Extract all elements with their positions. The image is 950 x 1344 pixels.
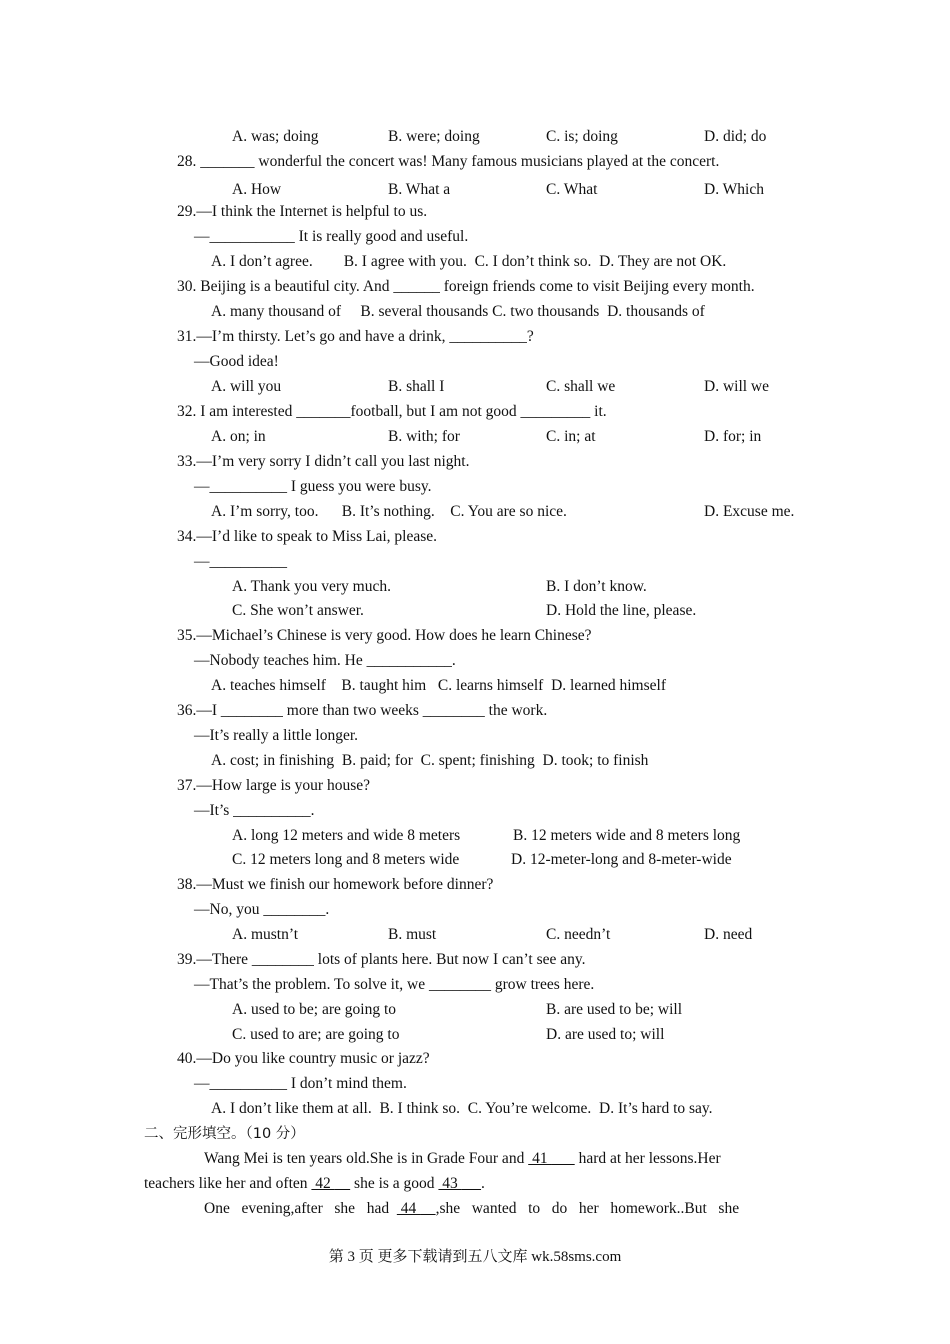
q30-stem: 30. Beijing is a beautiful city. And ______ foreign friends come to visit Beijing every month. — [177, 278, 755, 295]
q37-stem: 37.—How large is your house? — [177, 777, 371, 794]
q27-option-d: D. did; do — [704, 128, 767, 145]
passage-text: teachers like her and often — [144, 1175, 312, 1192]
passage-line-3 — [204, 1199, 739, 1219]
q32-option-d: D. for; in — [704, 428, 762, 445]
passage-line-2 — [144, 1174, 485, 1194]
q39-option-c: C. used to are; are going to — [232, 1026, 400, 1043]
passage-text: hard at her lessons.Her — [574, 1150, 721, 1167]
q40-options: A. I don’t like them at all. B. I think so. C. You’re welcome. D. It’s hard to say. — [211, 1100, 713, 1117]
q28-stem: 28. _______ wonderful the concert was! Many famous musicians played at the concert. — [177, 153, 720, 170]
q31-option-c: C. shall we — [546, 378, 616, 395]
q33-options-abc: A. I’m sorry, too. B. It’s nothing. C. You are so nice. — [211, 503, 567, 520]
blank-44: 44 — [396, 1200, 421, 1217]
q36-reply: —It’s really a little longer. — [194, 727, 358, 744]
q37-option-b: B. 12 meters wide and 8 meters long — [513, 827, 741, 844]
q37-reply: —It’s __________. — [194, 802, 315, 819]
q34-reply: —__________ — [194, 553, 287, 570]
q29-options: A. I don’t agree. B. I agree with you. C. I don’t think so. D. They are not OK. — [211, 253, 727, 270]
q39-option-a: A. used to be; are going to — [232, 1001, 397, 1018]
q27-option-b: B. were; doing — [388, 128, 480, 145]
q31-option-d: D. will we — [704, 378, 770, 395]
q31-reply: —Good idea! — [194, 353, 279, 370]
q32-option-a: A. on; in — [211, 428, 266, 445]
q39-option-b: B. are used to be; will — [546, 1001, 683, 1018]
passage-text: Wang Mei is ten years old.She is in Grade Four and — [204, 1150, 525, 1167]
q40-reply: —__________ I don’t mind them. — [194, 1075, 407, 1092]
q28-option-c: C. What — [546, 181, 598, 198]
q36-options: A. cost; in finishing B. paid; for C. spent; finishing D. took; to finish — [211, 752, 649, 769]
page-footer: 第 3 页 更多下载请到五八文库 wk.58sms.com — [328, 1249, 622, 1265]
q34-option-a: A. Thank you very much. — [232, 578, 391, 595]
q34-option-b: B. I don’t know. — [546, 578, 647, 595]
q39-reply: —That’s the problem. To solve it, we ________ grow trees here. — [194, 976, 595, 993]
q28-option-a: A. How — [232, 181, 282, 198]
q38-option-b: B. must — [388, 926, 437, 943]
passage-text: One evening,after she had — [204, 1200, 397, 1217]
q32-option-c: C. in; at — [546, 428, 596, 445]
q38-stem: 38.—Must we finish our homework before dinner? — [177, 876, 494, 893]
passage-text: . — [481, 1175, 485, 1192]
passage-text: ,she wanted to do her homework..But she — [435, 1200, 740, 1217]
q34-stem: 34.—I’d like to speak to Miss Lai, please. — [177, 528, 438, 545]
q34-option-c: C. She won’t answer. — [232, 602, 364, 619]
blank-42: 42 — [311, 1175, 335, 1192]
q39-option-d: D. are used to; will — [546, 1026, 665, 1043]
q34-option-d: D. Hold the line, please. — [546, 602, 697, 619]
q38-option-c: C. needn’t — [546, 926, 611, 943]
q28-option-d: D. Which — [704, 181, 764, 198]
q31-stem: 31.—I’m thirsty. Let’s go and have a drink, __________? — [177, 328, 534, 345]
q35-reply: —Nobody teaches him. He ___________. — [194, 652, 456, 669]
q35-options: A. teaches himself B. taught him C. learns himself D. learned himself — [211, 677, 666, 694]
q33-option-d: D. Excuse me. — [704, 503, 795, 520]
q28-option-b: B. What a — [388, 181, 451, 198]
q27-option-a: A. was; doing — [232, 128, 319, 145]
q32-option-b: B. with; for — [388, 428, 460, 445]
q37-option-a: A. long 12 meters and wide 8 meters — [232, 827, 461, 844]
q37-option-c: C. 12 meters long and 8 meters wide — [232, 851, 460, 868]
q33-stem: 33.—I’m very sorry I didn’t call you last night. — [177, 453, 470, 470]
passage-line-1 — [204, 1149, 721, 1169]
q38-option-d: D. need — [704, 926, 753, 943]
blank-41: 41 — [528, 1150, 552, 1167]
q39-stem: 39.—There ________ lots of plants here. But now I can’t see any. — [177, 951, 586, 968]
q31-option-a: A. will you — [211, 378, 282, 395]
q36-stem: 36.—I ________ more than two weeks ________ the work. — [177, 702, 548, 719]
q32-stem: 32. I am interested _______football, but I am not good _________ it. — [177, 403, 607, 420]
q38-reply: —No, you ________. — [194, 901, 330, 918]
passage-text: she is a good — [350, 1175, 439, 1192]
q27-option-c: C. is; doing — [546, 128, 618, 145]
q31-option-b: B. shall I — [388, 378, 445, 395]
q38-option-a: A. mustn’t — [232, 926, 299, 943]
q30-options: A. many thousand of B. several thousands C. two thousands D. thousands of — [211, 303, 705, 320]
q29-stem: 29.—I think the Internet is helpful to us. — [177, 203, 428, 220]
q35-stem: 35.—Michael’s Chinese is very good. How does he learn Chinese? — [177, 627, 592, 644]
q29-reply: —___________ It is really good and useful. — [194, 228, 469, 245]
q40-stem: 40.—Do you like country music or jazz? — [177, 1050, 430, 1067]
section-2-heading: 二、完形填空。（10 分） — [144, 1126, 305, 1142]
q33-reply: —__________ I guess you were busy. — [194, 478, 432, 495]
blank-43: 43 — [438, 1175, 462, 1192]
q37-option-d: D. 12-meter-long and 8-meter-wide — [511, 851, 732, 868]
